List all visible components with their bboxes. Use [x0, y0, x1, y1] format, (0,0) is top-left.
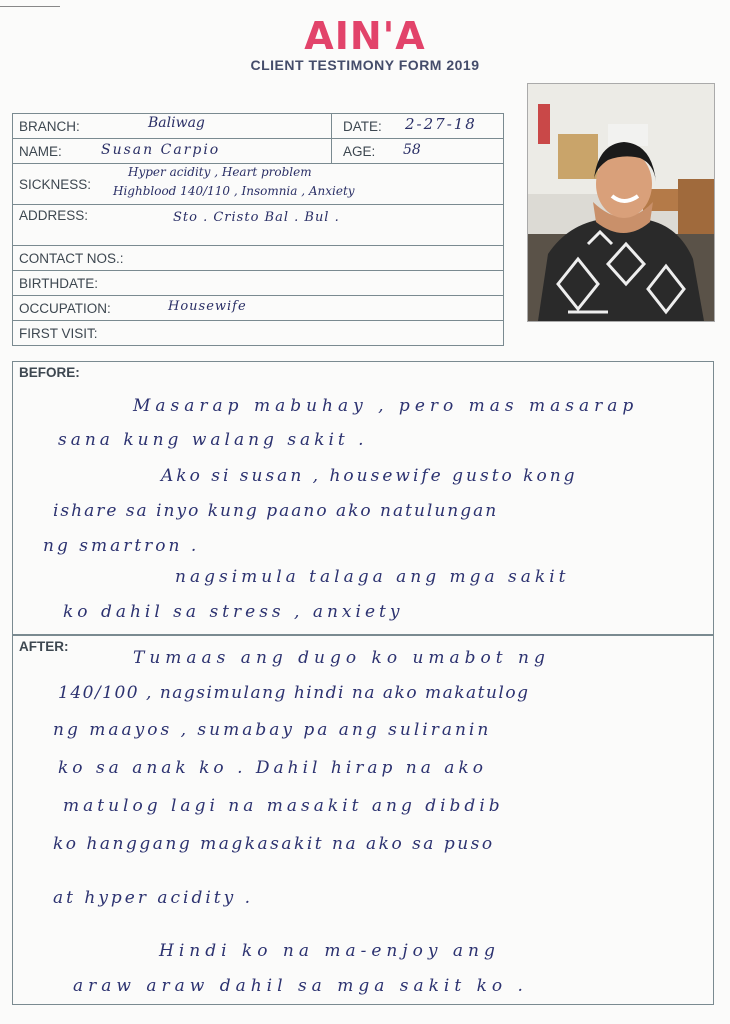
first-visit-label: FIRST VISIT: — [19, 325, 98, 341]
address-value: Sto . Cristo Bal . Bul . — [173, 210, 340, 225]
before-label: BEFORE: — [19, 365, 80, 380]
date-value: 2-27-18 — [405, 115, 477, 133]
row-birthdate — [13, 271, 503, 296]
contact-label: CONTACT NOS.: — [19, 250, 124, 266]
after-line-7: at hyper acidity . — [53, 888, 254, 908]
age-value: 58 — [403, 142, 421, 158]
sickness-value-line1: Hyper acidity , Heart problem — [128, 165, 312, 179]
before-line-7: ko dahil sa stress , anxiety — [63, 602, 404, 622]
sickness-value-line2: Highblood 140/110 , Insomnia , Anxiety — [113, 184, 355, 198]
after-line-5: matulog lagi na masakit ang dibdib — [63, 796, 504, 816]
row-contact — [13, 246, 503, 271]
name-label: NAME: — [19, 143, 62, 159]
row-sickness — [13, 164, 503, 205]
occupation-value: Housewife — [168, 299, 247, 314]
row-occupation — [13, 296, 503, 321]
after-section — [12, 635, 714, 1005]
before-line-1: Masarap mabuhay , pero mas masarap — [133, 396, 639, 416]
scan-mark — [0, 6, 60, 7]
age-label: AGE: — [343, 143, 376, 159]
date-label: DATE: — [343, 118, 382, 134]
form-title: CLIENT TESTIMONY FORM 2019 — [250, 57, 480, 73]
occupation-label: OCCUPATION: — [19, 300, 111, 316]
client-info-table — [12, 113, 504, 346]
after-line-3: ng maayos , sumabay pa ang suliranin — [53, 720, 492, 740]
sickness-label: SICKNESS: — [19, 176, 92, 192]
row-name-age — [13, 139, 503, 164]
branch-label: BRANCH: — [19, 118, 80, 134]
after-label: AFTER: — [19, 639, 69, 654]
address-label: ADDRESS: — [19, 208, 89, 223]
row-branch-date — [13, 114, 503, 139]
brand-logo: AIN'A — [304, 14, 426, 58]
before-line-4: ishare sa inyo kung paano ako natulungan — [53, 501, 499, 521]
after-line-8: Hindi ko na ma-enjoy ang — [159, 941, 500, 961]
birthdate-label: BIRTHDATE: — [19, 275, 99, 291]
name-value: Susan Carpio — [101, 142, 221, 158]
before-section — [12, 361, 714, 635]
after-line-2: 140/100 , nagsimulang hindi na ako makatulog — [58, 683, 530, 703]
row-address — [13, 205, 503, 246]
after-line-1: Tumaas ang dugo ko umabot ng — [133, 648, 550, 668]
after-line-4: ko sa anak ko . Dahil hirap na ako — [58, 758, 487, 778]
before-line-3: Ako si susan , housewife gusto kong — [161, 466, 578, 486]
branch-value: Baliwag — [148, 115, 205, 131]
row-first-visit — [13, 321, 503, 345]
before-line-5: ng smartron . — [43, 536, 200, 556]
after-line-9: araw araw dahil sa mga sakit ko . — [73, 976, 528, 996]
before-line-6: nagsimula talaga ang mga sakit — [175, 567, 570, 587]
client-photo — [527, 83, 715, 322]
after-line-6: ko hanggang magkasakit na ako sa puso — [53, 834, 495, 854]
before-line-2: sana kung walang sakit . — [58, 430, 368, 450]
